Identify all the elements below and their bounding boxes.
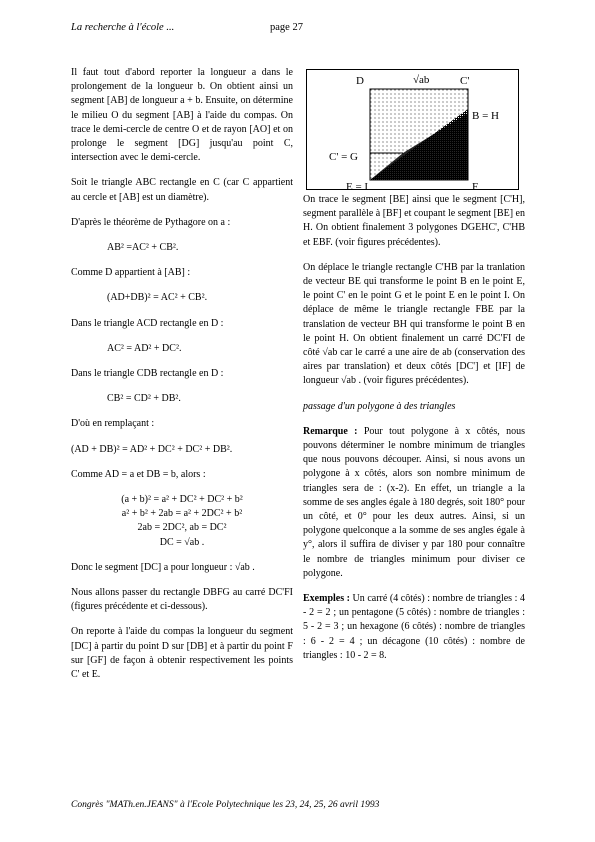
equation-4: CB² = CD² + DB².: [107, 393, 181, 405]
paragraph-exemples: [303, 592, 525, 663]
equation-6b: a² + b² + 2ab = a² + 2DC² + b²: [121, 508, 243, 520]
section-title: passage d'un polygone à des triangles: [303, 400, 456, 412]
paragraph-compass: On reporte à l'aide du compas la longueur du segment [DC] à partir du point D sur [DB] et à partir du point F sur [GF] de façon à obtenir respectivement les points C' et E.: [71, 626, 293, 681]
label-c-g: C' = G: [329, 151, 358, 163]
label-f: F: [472, 181, 479, 190]
right-column: [303, 193, 525, 674]
paragraph-dc-length: Donc le segment [DC] a pour longueur : √ab .: [71, 561, 255, 573]
equation-6c: 2ab = 2DC², ab = DC²: [137, 522, 227, 534]
label-d: D: [356, 75, 364, 87]
equation-1: AB² =AC² + CB².: [107, 242, 179, 254]
label-b-h: B = H: [472, 110, 499, 122]
square-figure: [306, 69, 519, 190]
page-footer: Congrès "MATh.en.JEANS" à l'Ecole Polytechnique les 23, 24, 25, 26 avril 1993: [71, 800, 380, 810]
equation-block: [71, 493, 293, 550]
paragraph-triangle-acd: Dans le triangle ACD rectangle en D :: [71, 317, 224, 329]
label-e-i: E = I: [346, 181, 369, 190]
equation-2: (AD+DB)² = AC² + CB².: [107, 292, 208, 304]
left-column: [71, 66, 293, 693]
equation-3: AC² = AD² + DC².: [107, 342, 182, 354]
paragraph-rectangle-to-square: Nous allons passer du rectangle DBFG au carré DC'FI (figures précédente et ci-dessous).: [71, 587, 293, 613]
paragraph-translation: On déplace le triangle rectangle C'HB par la tranlation de vecteur BE qui transforme le point B en le point E, le point C' en le point G et le point E en le point I. On déplace de même le triangle rectangle FBE par la translation de vecteur BH qui transforme le point B en le point H. On obtient finalement un carré DC'FI de côté √ab car le carré a une aire de ab (conservation des aires par translation) et deux côtés [DC'] et [IF] de longueur √ab . (voir figures précédentes).: [303, 261, 525, 387]
paragraph-pythagore: D'après le théorème de Pythagore on a :: [71, 216, 231, 228]
paragraph-triangle-cdb: Dans le triangle CDB rectangle en D :: [71, 368, 224, 380]
page-number: page 27: [270, 22, 303, 33]
equation-6d: DC = √ab .: [159, 536, 205, 548]
paragraph-construction: Il faut tout d'abord reporter la longueur a dans le prolongement de la longueur b. On obtient ainsi un segment [AB] de longueur a + b. Ensuite, on détermine le milieu O du segment [AB] à l'aide du compas. On trace le demi-cercle de centre O et de rayon [AO] et on prolonge le segment [DG] jusqu'au point C, intersection avec le demi-cercle.: [71, 67, 293, 164]
paragraph-d-on-ab: Comme D appartient à [AB] :: [71, 267, 191, 279]
paragraph-remarque: [303, 425, 525, 581]
paragraph-triangle-abc: Soit le triangle ABC rectangle en C (car C appartient au cercle et [AB] est un diamètre).: [71, 177, 293, 203]
label-c-prime-top: C': [460, 75, 470, 87]
paragraph-remplacant: D'où en remplaçant :: [71, 418, 155, 430]
examples-label: Exemples :: [303, 593, 350, 605]
equation-5: (AD + DB)² = AD² + DC² + DC² + DB².: [71, 443, 233, 455]
label-sqrt-ab: √ab: [413, 74, 430, 86]
equation-6a: (a + b)² = a² + DC² + DC² + b²: [121, 494, 243, 506]
remark-label: Remarque :: [303, 425, 358, 437]
paragraph-trace-be: On trace le segment [BE] ainsi que le segment [C'H], segment parallèle à [BF] et coupant le segment [BE] en H. On obtient finalement 3 polygones DGEHC', C'HB et EBF. (voir figures précédentes).: [303, 194, 525, 248]
paragraph-ad-db: Comme AD = a et DB = b, alors :: [71, 468, 206, 480]
examples-text: Un carré (4 côtés) : nombre de triangles : 4 - 2 = 2 ; un pentagone (5 côtés) : nombre de triangles : 5 - 2 = 3 ; un hexagone (6 côtés) : nombre de triangles : 6 - 2 = 4 ; un décagone (10 côtés) : nombre de triangles : 10 - 2 = 8.: [303, 593, 525, 661]
running-header: La recherche à l'école ...: [71, 22, 175, 33]
remark-text: Pour tout polygone à x côtés, nous pouvons déterminer le nombre minimum de triangles que nous pouvons découper. Ainsi, si nous avons un polygone à x côtés, alors son nombre minimum de triangles sera de : (x-2). En effet, un triangle a la somme de ses angles égale à 180 degrés, soit 180° pour un côté, et 0° pour les deux autres. Ainsi, si un polygone quelconque a la somme de ses angles égale à y°, alors il suffira de diviser y par 180 pour connaître le nombre de triangles minimum pour diviser ce polygone.: [303, 425, 526, 579]
